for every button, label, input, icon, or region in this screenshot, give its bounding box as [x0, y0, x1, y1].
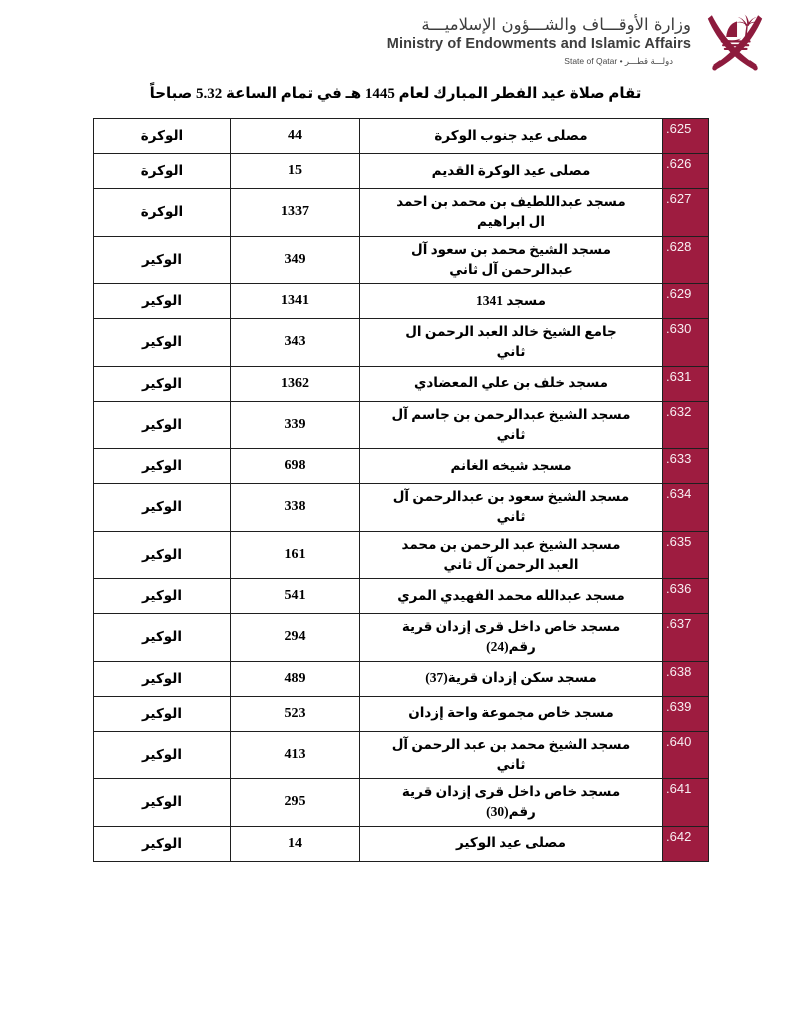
- mosque-name-cell: مسجد خلف بن علي المعضادي: [360, 366, 663, 401]
- mosque-number-cell: 698: [231, 449, 360, 484]
- table-row: [94, 236, 709, 284]
- mosque-number-cell: 295: [231, 779, 360, 827]
- mosque-number-cell: 541: [231, 579, 360, 614]
- qatar-emblem-icon: [700, 5, 770, 73]
- mosque-table-body: [94, 119, 709, 862]
- row-index-cell: .637: [663, 614, 709, 662]
- row-index-cell: .633: [663, 449, 709, 484]
- row-index-cell: .628: [663, 236, 709, 284]
- table-row: [94, 449, 709, 484]
- row-index-cell: .625: [663, 119, 709, 154]
- table-row: [94, 779, 709, 827]
- row-index-cell: .640: [663, 731, 709, 779]
- row-index-cell: .630: [663, 319, 709, 367]
- mosque-number-cell: 15: [231, 154, 360, 189]
- row-index-cell: .629: [663, 284, 709, 319]
- mosque-name-cell: جامع الشيخ خالد العبد الرحمن ال ثاني: [360, 319, 663, 367]
- mosque-name-cell: مسجد الشيخ عبد الرحمن بن محمد العبد الرحمن آل ثاني: [360, 531, 663, 579]
- area-cell: الوكير: [94, 319, 231, 367]
- area-cell: الوكير: [94, 661, 231, 696]
- mosque-name-cell: مسجد عبداللطيف بن محمد بن احمد ال ابراهيم: [360, 189, 663, 237]
- mosque-name-cell: مصلى عيد الوكير: [360, 826, 663, 861]
- table-row: [94, 319, 709, 367]
- row-index-cell: .635: [663, 531, 709, 579]
- row-index-cell: .627: [663, 189, 709, 237]
- mosque-name-cell: مسجد الشيخ عبدالرحمن بن جاسم آل ثاني: [360, 401, 663, 449]
- mosque-number-cell: 349: [231, 236, 360, 284]
- mosque-name-cell: مسجد سكن إزدان قرية(37): [360, 661, 663, 696]
- row-index-cell: .639: [663, 696, 709, 731]
- mosque-number-cell: 413: [231, 731, 360, 779]
- mosque-number-cell: 1362: [231, 366, 360, 401]
- eid-prayer-mosques-table: [93, 118, 709, 862]
- area-cell: الوكير: [94, 731, 231, 779]
- row-index-cell: .636: [663, 579, 709, 614]
- area-cell: الوكير: [94, 826, 231, 861]
- mosque-name-cell: مسجد عبدالله محمد الفهيدي المري: [360, 579, 663, 614]
- row-index-cell: .634: [663, 484, 709, 532]
- mosque-number-cell: 44: [231, 119, 360, 154]
- area-cell: الوكير: [94, 531, 231, 579]
- table-row: [94, 579, 709, 614]
- row-index-cell: .642: [663, 826, 709, 861]
- mosque-number-cell: 338: [231, 484, 360, 532]
- area-cell: الوكير: [94, 284, 231, 319]
- area-cell: الوكير: [94, 614, 231, 662]
- row-index-cell: .626: [663, 154, 709, 189]
- ministry-name-arabic: وزارة الأوقـــاف والشـــؤون الإسلاميـــة: [421, 14, 691, 34]
- table-row: [94, 484, 709, 532]
- area-cell: الوكير: [94, 236, 231, 284]
- area-cell: الوكير: [94, 579, 231, 614]
- mosque-number-cell: 14: [231, 826, 360, 861]
- area-cell: الوكير: [94, 779, 231, 827]
- mosque-name-cell: مسجد خاص داخل قرى إزدان قرية رقم(30): [360, 779, 663, 827]
- mosque-number-cell: 1337: [231, 189, 360, 237]
- area-cell: الوكير: [94, 449, 231, 484]
- area-cell: الوكرة: [94, 119, 231, 154]
- mosque-number-cell: 339: [231, 401, 360, 449]
- mosque-number-cell: 1341: [231, 284, 360, 319]
- table-row: [94, 614, 709, 662]
- mosque-name-cell: مسجد الشيخ محمد بن عبد الرحمن آل ثاني: [360, 731, 663, 779]
- area-cell: الوكير: [94, 484, 231, 532]
- state-of-qatar-line: State of Qatar • دولـــة قطـــر: [564, 56, 673, 67]
- table-row: [94, 284, 709, 319]
- table-row: [94, 826, 709, 861]
- area-cell: الوكرة: [94, 189, 231, 237]
- mosque-name-cell: مسجد خاص مجموعة واحة إزدان: [360, 696, 663, 731]
- mosque-name-cell: مصلى عيد الوكرة القديم: [360, 154, 663, 189]
- table-row: [94, 696, 709, 731]
- ministry-header-text: [387, 11, 691, 67]
- area-cell: الوكير: [94, 696, 231, 731]
- ministry-header: [387, 5, 770, 73]
- table-row: [94, 189, 709, 237]
- table-row: [94, 119, 709, 154]
- area-cell: الوكير: [94, 366, 231, 401]
- row-index-cell: .638: [663, 661, 709, 696]
- ministry-name-english: Ministry of Endowments and Islamic Affairs: [386, 36, 691, 53]
- row-index-cell: .641: [663, 779, 709, 827]
- mosque-name-cell: مسجد الشيخ محمد بن سعود آل عبدالرحمن آل ثاني: [360, 236, 663, 284]
- mosque-name-cell: مسجد خاص داخل قرى إزدان قرية رقم(24): [360, 614, 663, 662]
- row-index-cell: .631: [663, 366, 709, 401]
- mosque-name-cell: مصلى عيد جنوب الوكرة: [360, 119, 663, 154]
- table-row: [94, 154, 709, 189]
- mosque-name-cell: مسجد الشيخ سعود بن عبدالرحمن آل ثاني: [360, 484, 663, 532]
- mosque-number-cell: 294: [231, 614, 360, 662]
- mosque-number-cell: 343: [231, 319, 360, 367]
- table-row: [94, 401, 709, 449]
- table-row: [94, 731, 709, 779]
- table-row: [94, 531, 709, 579]
- mosque-name-cell: مسجد 1341: [360, 284, 663, 319]
- page-title: تقام صلاة عيد الفطر المبارك لعام 1445 هـ في تمام الساعة 5.32 صباحاً: [149, 86, 642, 102]
- area-cell: الوكرة: [94, 154, 231, 189]
- table-row: [94, 661, 709, 696]
- mosque-number-cell: 489: [231, 661, 360, 696]
- mosque-number-cell: 161: [231, 531, 360, 579]
- area-cell: الوكير: [94, 401, 231, 449]
- row-index-cell: .632: [663, 401, 709, 449]
- table-row: [94, 366, 709, 401]
- mosque-name-cell: مسجد شيخه الغانم: [360, 449, 663, 484]
- mosque-number-cell: 523: [231, 696, 360, 731]
